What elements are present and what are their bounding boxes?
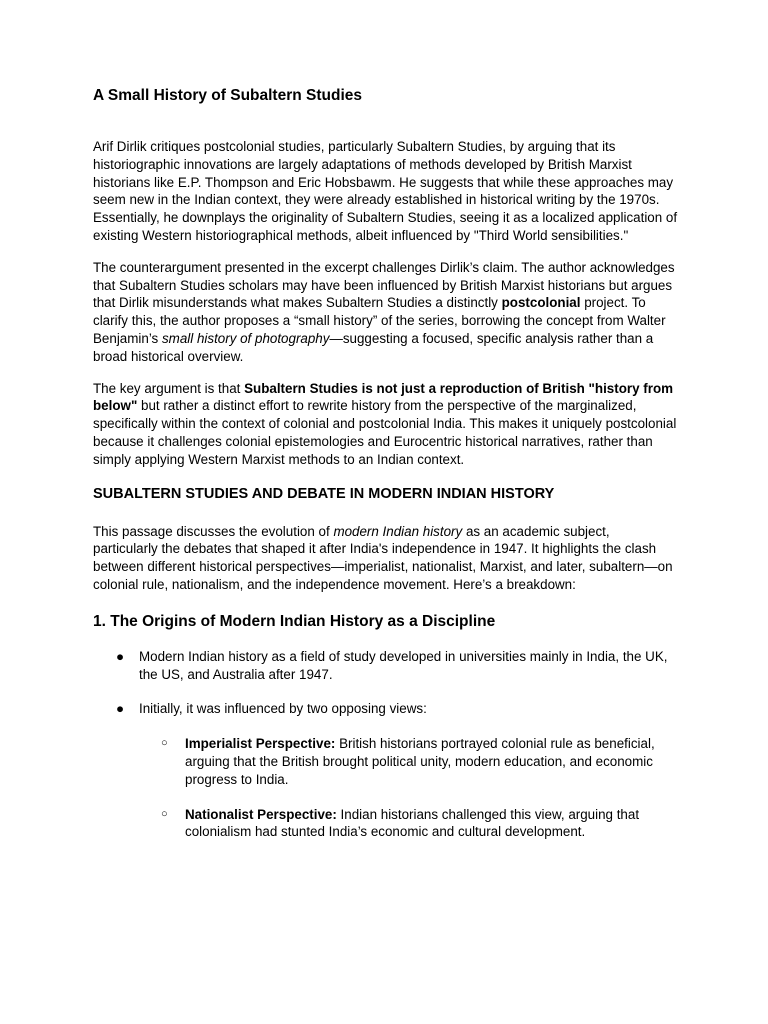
sub-item-label: Nationalist Perspective: xyxy=(185,806,337,822)
paragraph-text: —suggesting a focused, specific analysis rather than a broad historical overview. xyxy=(93,330,654,364)
sub-bullet-list xyxy=(139,735,678,841)
bold-term: postcolonial xyxy=(501,295,581,311)
paragraph-dirlik-critique: Arif Dirlik critiques postcolonial studies, particularly Subaltern Studies, by arguing that its historiographic innovations are largely adaptations of methods developed by British Marxist historians like E.P. Thompson and Eric Hobsbawm. He suggests that while these approaches may seem new in the Indian context, they were already established in historical writing by the 1970s. Essentially, he downplays the originality of Subaltern Studies, seeing it as a localized application of existing Western historiographical methods, albeit influenced by "Third World sensibilities." xyxy=(93,139,678,243)
bullet-dot-icon: ● xyxy=(116,648,125,664)
italic-term: small history of photography xyxy=(161,330,330,346)
bullet-circle-icon: ○ xyxy=(161,737,168,750)
list-item xyxy=(93,700,678,841)
sub-item-text: Indian historians challenged this view, arguing that colonialism had stunted India’s economic and cultural development. xyxy=(185,806,640,840)
paragraph-text: This passage discusses the evolution of xyxy=(93,523,334,539)
paragraph-evolution xyxy=(93,523,678,594)
paragraph-text: The counterargument presented in the excerpt challenges Dirlik’s claim. The author acknowledges that Subaltern Studies scholars may have been influenced by British Marxist historians but argues that Dirlik misunderstands what makes Subaltern Studies a distinctly xyxy=(93,259,675,311)
paragraph-text: The key argument is that xyxy=(93,380,245,396)
list-item xyxy=(93,648,678,684)
subsection-heading: 1. The Origins of Modern Indian History as a Discipline xyxy=(93,612,496,630)
document-title: A Small History of Subaltern Studies xyxy=(93,87,363,104)
sub-item-label: Imperialist Perspective: xyxy=(185,736,336,752)
sub-list-item xyxy=(139,806,678,842)
paragraph-text: but rather a distinct effort to rewrite history from the perspective of the marginalized, specifically within the context of colonial and postcolonial India. This makes it uniquely postcolonial because it challenges colonial epistemologies and Eurocentric historical narratives, rather than simply applying Western Marxist methods to an Indian context. xyxy=(93,398,677,467)
sub-list-item xyxy=(139,735,678,788)
section-heading: SUBALTERN STUDIES AND DEBATE IN MODERN INDIAN HISTORY xyxy=(93,485,555,502)
sub-item-text: British historians portrayed colonial rule as beneficial, arguing that the British brought political unity, modern education, and economic progress to India. xyxy=(185,736,655,787)
paragraph-text: as an academic subject, particularly the debates that shaped it after India's independence in 1947. It highlights the clash between different historical perspectives—imperialist, nationalist, Marxist, and later, subaltern—on colonial rule, nationalism, and the independence movement. Here’s a breakdown: xyxy=(93,523,673,592)
italic-term: modern Indian history xyxy=(333,523,463,539)
bullet-dot-icon: ● xyxy=(116,701,125,717)
bold-phrase: Subaltern Studies is not just a reproduction of British "history from below" xyxy=(93,380,674,414)
list-item-text: Initially, it was influenced by two opposing views: xyxy=(139,701,427,717)
bullet-circle-icon: ○ xyxy=(161,807,168,820)
list-item-text: Modern Indian history as a field of study developed in universities mainly in India, the UK, the US, and Australia after 1947. xyxy=(139,648,668,682)
paragraph-text: project. To clarify this, the author proposes a “small history” of the series, borrowing the concept from Walter Benjamin’s xyxy=(93,295,666,346)
bullet-list xyxy=(93,648,678,841)
paragraph-counterargument xyxy=(93,259,678,366)
paragraph-key-argument xyxy=(93,380,678,469)
document-page xyxy=(93,86,678,858)
